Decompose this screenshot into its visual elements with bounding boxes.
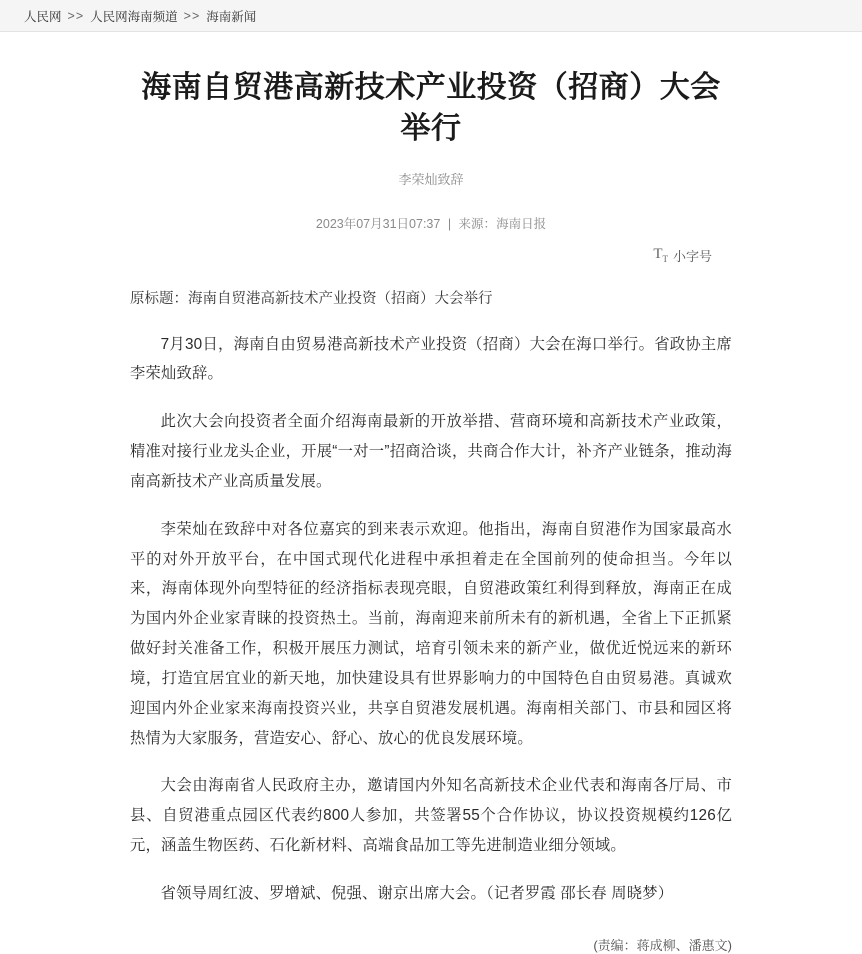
font-size-label: 小字号: [672, 249, 712, 264]
breadcrumb-separator-0: >>: [67, 8, 85, 23]
original-title-label: 原标题：: [130, 291, 188, 307]
article-source-label: 来源：: [458, 217, 497, 231]
article-paragraph: 省领导周红波、罗增斌、倪强、谢京出席大会。（记者罗霞 邵长春 周晓梦）: [160, 884, 674, 902]
article-paragraph: 大会由海南省人民政府主办，邀请国内外知名高新技术企业代表和海南各厅局、市县、自贸港重点园区代表约800人参加，共签署55个合作协议，协议投资规模约126亿元，涵盖生物医药、石化新材料、高端食品加工等先进制造业细分领域。: [130, 777, 732, 855]
breadcrumb-item-1[interactable]: 人民网海南频道: [90, 9, 178, 24]
article-subhead: 李荣灿致辞: [398, 172, 464, 187]
breadcrumb-item-0[interactable]: 人民网: [24, 9, 62, 24]
article-paragraph: 李荣灿在致辞中对各位嘉宾的到来表示欢迎。他指出，海南自贸港作为国家最高水平的对外开放平台，在中国式现代化进程中承担着走在全国前列的使命担当。今年以来，海南体现外向型特征的经济指标表现亮眼，自贸港政策红利得到释放，海南正在成为国内外企业家青睐的投资热土。当前，海南迎来前所未有的新机遇，全省上下正抓紧做好封关准备工作，积极开展压力测试，培育引领未来的新产业，做优近悦远来的新环境，打造宜居宜业的新天地，加快建设具有世界影响力的中国特色自由贸易港。真诚欢迎国内外企业家来海南投资兴业，共享自贸港发展机遇。海南相关部门、市县和园区将热情为大家服务，营造安心、舒心、放心的优良发展环境。: [130, 520, 732, 747]
breadcrumb-item-2[interactable]: 海南新闻: [206, 9, 257, 24]
article-date: 2023年07月31日07:37: [315, 217, 441, 231]
breadcrumb: [0, 0, 862, 32]
article-body: [130, 330, 732, 909]
article-paragraph: 此次大会向投资者全面介绍海南最新的开放举措、营商环境和高新技术产业政策，精准对接行业龙头企业，开展“一对一”招商洽谈，共商合作大计，补齐产业链条，推动海南高新技术产业高质量发展。: [130, 413, 732, 490]
article-meta: [130, 214, 732, 232]
page-title: 海南自贸港高新技术产业投资（招商）大会举行: [141, 71, 721, 145]
breadcrumb-separator-1: >>: [183, 8, 201, 23]
editor-credit: (责编：蒋成柳、潘惠文): [593, 937, 732, 953]
meta-separator: |: [447, 217, 452, 231]
font-size-button[interactable]: [653, 246, 712, 265]
article-source: 海南日报: [496, 217, 547, 231]
fontsize-row: [130, 246, 732, 265]
original-title-text: 海南自贸港高新技术产业投资（招商）大会举行: [188, 291, 493, 307]
font-size-icon: $T_T$: [653, 246, 668, 264]
article-container: [0, 68, 862, 954]
article-paragraph: 7月30日，海南自由贸易港高新技术产业投资（招商）大会在海口举行。省政协主席李荣灿致辞。: [130, 335, 732, 383]
original-title: [130, 287, 732, 312]
